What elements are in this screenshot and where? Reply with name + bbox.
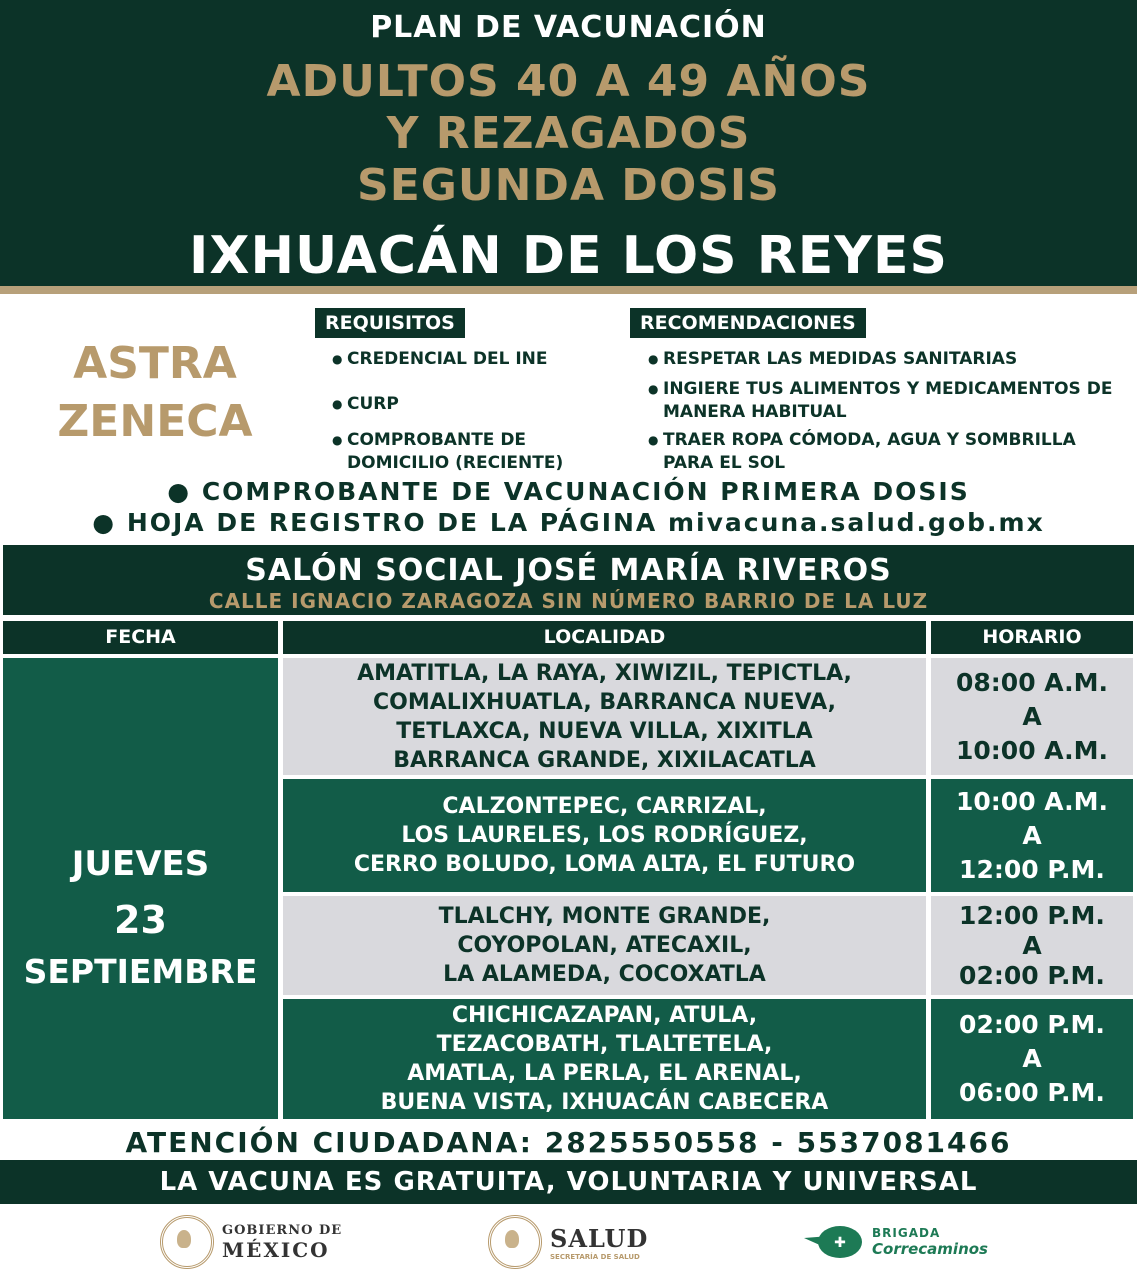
title-line-1: ADULTOS 40 A 49 AÑOS [266,56,871,107]
header-localidad: LOCALIDAD [283,621,926,654]
horario-separator: A [1022,1044,1042,1073]
requisitos-label: REQUISITOS [315,308,465,338]
salud-subtitle: SECRETARÍA DE SALUD [550,1252,640,1261]
requisito-item: ● CREDENCIAL DEL INE [347,348,607,371]
venue-banner [3,545,1134,615]
horario-start: 10:00 A.M. [956,786,1108,816]
horario-cell [931,658,1133,775]
horario-cell [931,779,1133,892]
date-day: JUEVES [71,844,210,884]
horario-start: 02:00 P.M. [959,1010,1105,1039]
roadrunner-icon [800,1220,866,1264]
header-horario: HORARIO [931,621,1133,654]
horario-end: 12:00 P.M. [959,854,1105,884]
localidad-text: AMATITLA, LA RAYA, XIWIZIL, TEPICTLA, COMALIXHUATLA, BARRANCA NUEVA, TETLAXCA, NUEVA VILLA, XIXITLA BARRANCA GRANDE, XIXILACATLA [357,660,852,773]
localidad-text: TLALCHY, MONTE GRANDE, COYOPOLAN, ATECAXIL, LA ALAMEDA, COCOXATLA [438,904,771,987]
recomendaciones-label: RECOMENDACIONES [630,308,866,338]
coat-of-arms-icon [488,1215,542,1269]
extra-requirement: ● COMPROBANTE DE VACUNACIÓN PRIMERA DOSIS [167,477,970,506]
title-line-2: Y REZAGADOS [386,108,751,159]
horario-separator: A [1022,930,1042,960]
header-divider [0,286,1137,294]
brigada-line-1: BRIGADA [872,1226,941,1240]
extra-requirement-text: COMPROBANTE DE VACUNACIÓN PRIMERA DOSIS [201,477,970,506]
extra-requirement: ● HOJA DE REGISTRO DE LA PÁGINA mivacuna.salud.gob.mx [92,508,1045,537]
horario-start: 12:00 P.M. [959,900,1105,930]
horario-start: 08:00 A.M. [956,667,1108,697]
brigada-line-2: Correcaminos [872,1240,988,1258]
horario-separator: A [1022,820,1042,850]
horario-cell [931,896,1133,995]
localidad-cell [283,658,926,775]
localidad-cell [283,999,926,1119]
recomendacion-item: ● INGIERE TUS ALIMENTOS Y MEDICAMENTOS DE MANERA HABITUAL [663,378,1123,424]
date-month: SEPTIEMBRE [23,952,258,991]
horario-end: 02:00 P.M. [959,960,1105,990]
header-fecha: FECHA [3,621,278,654]
header-banner [0,0,1137,286]
horario-cell [931,999,1133,1119]
date-number: 23 [114,898,167,942]
plan-pretitle: PLAN DE VACUNACIÓN [370,10,767,45]
vaccine-name-line-1: ASTRA [73,338,237,389]
horario-end: 06:00 P.M. [959,1078,1105,1107]
localidad-text: CALZONTEPEC, CARRIZAL, LOS LAURELES, LOS RODRÍGUEZ, CERRO BOLUDO, LOMA ALTA, EL FUTURO [353,794,856,877]
horario-end: 10:00 A.M. [956,735,1108,765]
salud-name: SALUD [550,1223,649,1253]
brigada-correcaminos-logo [800,1214,988,1270]
gobierno-line-1: GOBIERNO DE [222,1222,343,1238]
coat-of-arms-icon [160,1215,214,1269]
date-cell [3,658,278,1119]
salud-logo [488,1214,648,1270]
vaccine-name-line-2: ZENECA [57,396,253,447]
recomendacion-item: ● RESPETAR LAS MEDIDAS SANITARIAS [663,348,1123,371]
municipality-title: IXHUACÁN DE LOS REYES [189,226,948,286]
venue-name: SALÓN SOCIAL JOSÉ MARÍA RIVEROS [245,553,892,588]
requisito-item: ● CURP [347,393,607,416]
gobierno-line-2: MÉXICO [222,1237,330,1262]
extra-requirement-text: HOJA DE REGISTRO DE LA PÁGINA mivacuna.salud.gob.mx [126,508,1045,537]
contact-phones: ATENCIÓN CIUDADANA: 2825550558 - 5537081466 [125,1126,1012,1159]
horario-separator: A [1022,701,1042,731]
gobierno-mexico-logo [160,1214,342,1270]
localidad-cell [283,779,926,892]
recomendacion-item: ● TRAER ROPA CÓMODA, AGUA Y SOMBRILLA PARA EL SOL [663,429,1123,475]
title-line-3: SEGUNDA DOSIS [357,160,780,211]
svg-text:✚: ✚ [834,1235,846,1251]
requisito-item: ● COMPROBANTE DE DOMICILIO (RECIENTE) [347,429,592,475]
localidad-cell [283,896,926,995]
venue-address: CALLE IGNACIO ZARAGOZA SIN NÚMERO BARRIO DE LA LUZ [208,589,929,613]
localidad-text: CHICHICAZAPAN, ATULA, TEZACOBATH, TLALTETELA, AMATLA, LA PERLA, EL ARENAL, BUENA VISTA, IXHUACÁN CABECERA [380,1003,829,1115]
footer-banner: LA VACUNA ES GRATUITA, VOLUNTARIA Y UNIVERSAL [0,1160,1137,1204]
